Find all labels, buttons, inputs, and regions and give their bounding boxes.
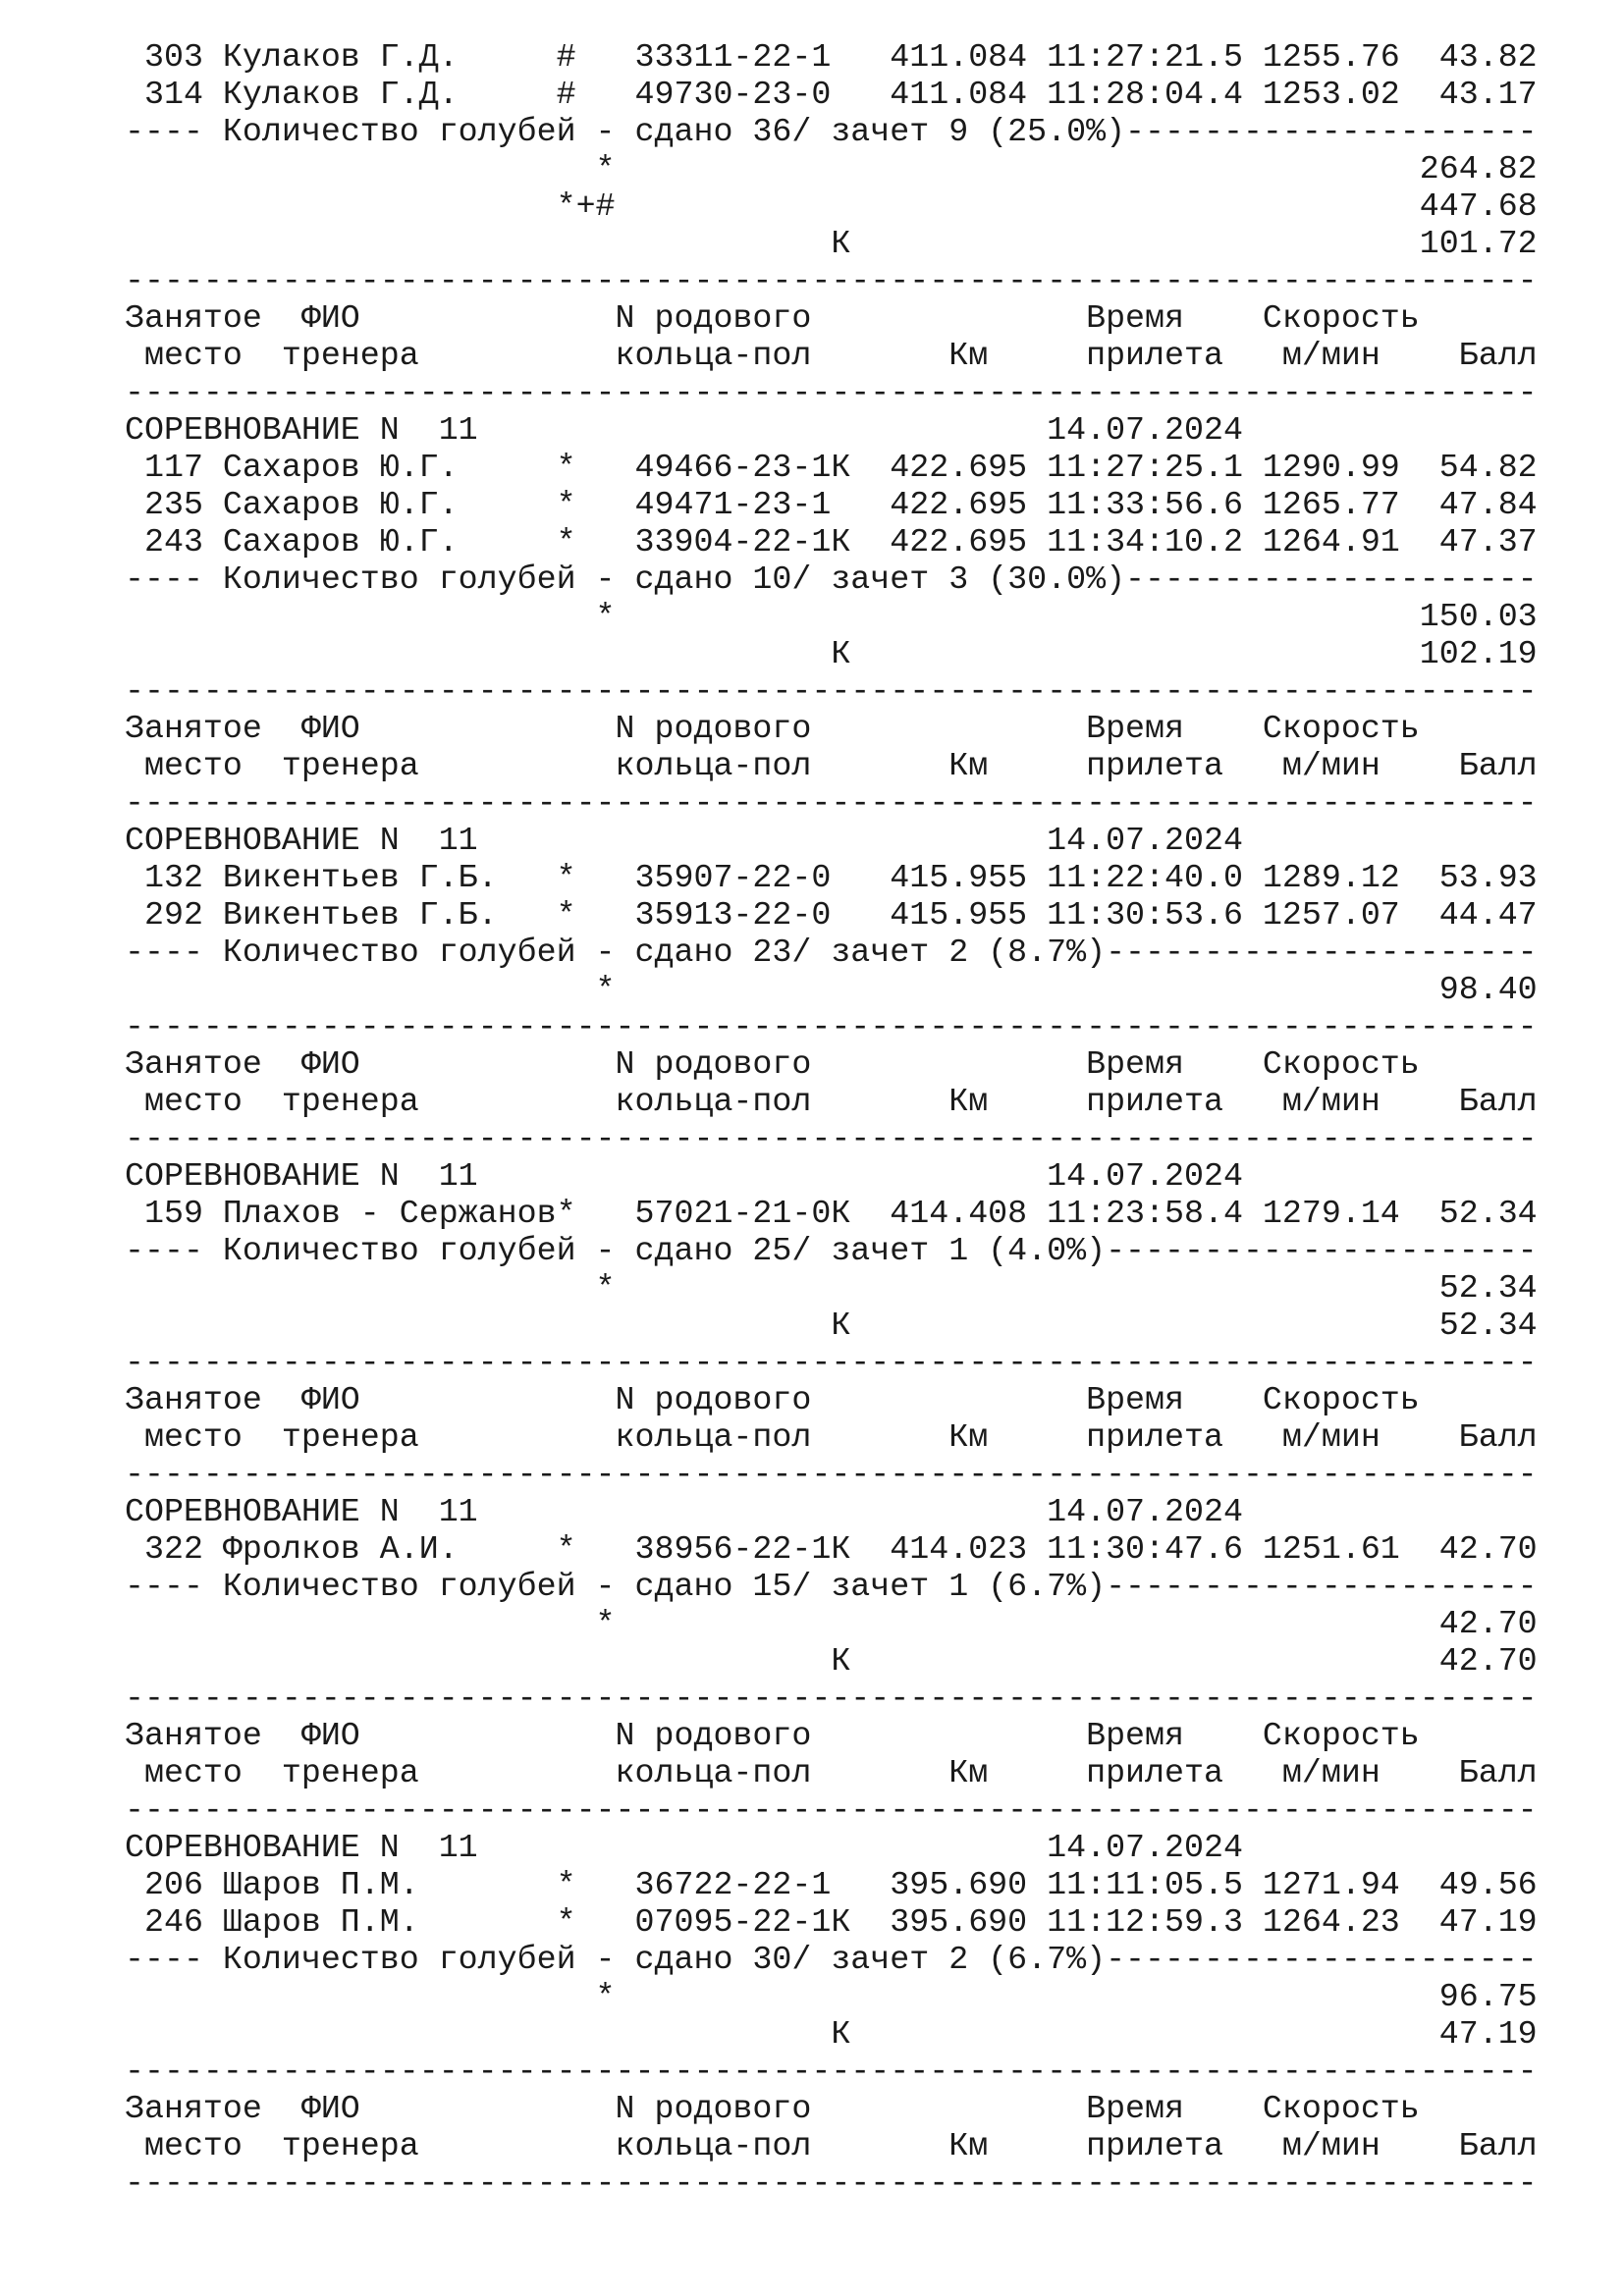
subtotal-line: * 96.75 <box>125 1978 1538 2015</box>
competition-header: СОРЕВНОВАНИЕ N 11 14.07.2024 <box>125 411 1243 449</box>
separator-line: ------------------------------------------------------------------------ <box>125 1791 1538 1829</box>
column-header: Занятое ФИО N родового Время Скорость <box>125 2090 1420 2127</box>
column-header: Занятое ФИО N родового Время Скорость <box>125 1045 1420 1083</box>
column-header: место тренера кольца-пол Км прилета м/мин Балл <box>125 1083 1538 1120</box>
entry-row: 314 Кулаков Г.Д. # 49730-23-0 411.084 11:28:04.4 1253.02 43.17 <box>125 76 1538 113</box>
summary-line: ---- Количество голубей - сдано 30/ зачет 2 (6.7%)---------------------- <box>125 1941 1538 1978</box>
separator-line: ------------------------------------------------------------------------ <box>125 1120 1538 1157</box>
separator-line: ------------------------------------------------------------------------ <box>125 784 1538 822</box>
subtotal-line: К 101.72 <box>125 225 1538 262</box>
subtotal-line: К 52.34 <box>125 1307 1538 1344</box>
column-header: Занятое ФИО N родового Время Скорость <box>125 1381 1420 1418</box>
competition-header: СОРЕВНОВАНИЕ N 11 14.07.2024 <box>125 1493 1243 1530</box>
subtotal-line: К 42.70 <box>125 1642 1538 1680</box>
subtotal-line: К 47.19 <box>125 2015 1538 2053</box>
subtotal-line: * 42.70 <box>125 1605 1538 1642</box>
entry-row: 246 Шаров П.М. * 07095-22-1К 395.690 11:12:59.3 1264.23 47.19 <box>125 1903 1538 1941</box>
entry-row: 235 Сахаров Ю.Г. * 49471-23-1 422.695 11:33:56.6 1265.77 47.84 <box>125 486 1538 523</box>
column-header: место тренера кольца-пол Км прилета м/мин Балл <box>125 747 1538 784</box>
entry-row: 322 Фролков А.И. * 38956-22-1К 414.023 11:30:47.6 1251.61 42.70 <box>125 1530 1538 1568</box>
results-printout <box>125 38 1538 2202</box>
separator-line: ------------------------------------------------------------------------ <box>125 1456 1538 1493</box>
subtotal-line: К 102.19 <box>125 635 1538 672</box>
separator-line: ------------------------------------------------------------------------ <box>125 374 1538 411</box>
column-header: место тренера кольца-пол Км прилета м/мин Балл <box>125 1754 1538 1791</box>
entry-row: 117 Сахаров Ю.Г. * 49466-23-1К 422.695 11:27:25.1 1290.99 54.82 <box>125 449 1538 486</box>
entry-row: 132 Викентьев Г.Б. * 35907-22-0 415.955 11:22:40.0 1289.12 53.93 <box>125 859 1538 896</box>
column-header: Занятое ФИО N родового Время Скорость <box>125 1717 1420 1754</box>
separator-line: ------------------------------------------------------------------------ <box>125 2164 1538 2202</box>
competition-header: СОРЕВНОВАНИЕ N 11 14.07.2024 <box>125 1157 1243 1195</box>
summary-line: ---- Количество голубей - сдано 23/ зачет 2 (8.7%)---------------------- <box>125 934 1538 971</box>
summary-line: ---- Количество голубей - сдано 15/ зачет 1 (6.7%)---------------------- <box>125 1568 1538 1605</box>
column-header: Занятое ФИО N родового Время Скорость <box>125 299 1420 337</box>
column-header: Занятое ФИО N родового Время Скорость <box>125 710 1420 747</box>
separator-line: ------------------------------------------------------------------------ <box>125 672 1538 710</box>
separator-line: ------------------------------------------------------------------------ <box>125 1008 1538 1045</box>
separator-line: ------------------------------------------------------------------------ <box>125 1344 1538 1381</box>
summary-line: ---- Количество голубей - сдано 36/ зачет 9 (25.0%)--------------------- <box>125 113 1538 150</box>
entry-row: 243 Сахаров Ю.Г. * 33904-22-1К 422.695 11:34:10.2 1264.91 47.37 <box>125 523 1538 561</box>
competition-header: СОРЕВНОВАНИЕ N 11 14.07.2024 <box>125 1829 1243 1866</box>
entry-row: 206 Шаров П.М. * 36722-22-1 395.690 11:11:05.5 1271.94 49.56 <box>125 1866 1538 1903</box>
subtotal-line: * 150.03 <box>125 598 1538 635</box>
separator-line: ------------------------------------------------------------------------ <box>125 262 1538 299</box>
entry-row: 303 Кулаков Г.Д. # 33311-22-1 411.084 11:27:21.5 1255.76 43.82 <box>125 38 1538 76</box>
separator-line: ------------------------------------------------------------------------ <box>125 1680 1538 1717</box>
column-header: место тренера кольца-пол Км прилета м/мин Балл <box>125 1418 1538 1456</box>
summary-line: ---- Количество голубей - сдано 25/ зачет 1 (4.0%)---------------------- <box>125 1232 1538 1269</box>
column-header: место тренера кольца-пол Км прилета м/мин Балл <box>125 2127 1538 2164</box>
subtotal-line: * 98.40 <box>125 971 1538 1008</box>
column-header: место тренера кольца-пол Км прилета м/мин Балл <box>125 337 1538 374</box>
entry-row: 159 Плахов - Сержанов* 57021-21-0К 414.408 11:23:58.4 1279.14 52.34 <box>125 1195 1538 1232</box>
entry-row: 292 Викентьев Г.Б. * 35913-22-0 415.955 11:30:53.6 1257.07 44.47 <box>125 896 1538 934</box>
subtotal-line: *+# 447.68 <box>125 187 1538 225</box>
competition-header: СОРЕВНОВАНИЕ N 11 14.07.2024 <box>125 822 1243 859</box>
separator-line: ------------------------------------------------------------------------ <box>125 2053 1538 2090</box>
subtotal-line: * 52.34 <box>125 1269 1538 1307</box>
summary-line: ---- Количество голубей - сдано 10/ зачет 3 (30.0%)--------------------- <box>125 561 1538 598</box>
subtotal-line: * 264.82 <box>125 150 1538 187</box>
